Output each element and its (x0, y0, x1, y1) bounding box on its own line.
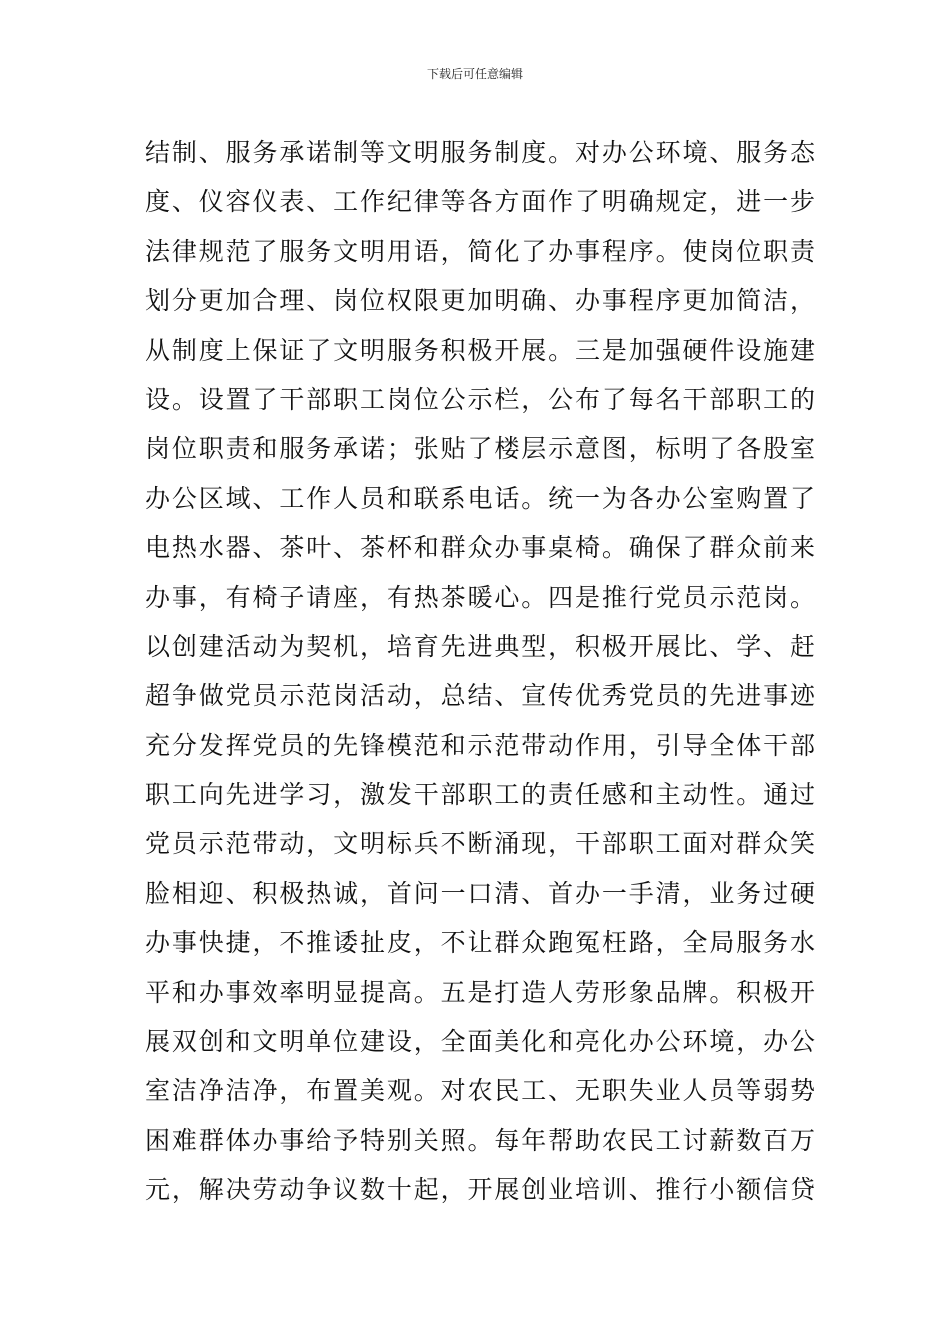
text-line: 平和办事效率明显提高。五是打造人劳形象品牌。积极开 (145, 977, 815, 1007)
text-line: 元，解决劳动争议数十起，开展创业培训、推行小额信贷 (145, 1175, 815, 1205)
text-line: 办公区域、工作人员和联系电话。统一为各办公室购置了 (145, 483, 815, 513)
text-line: 超争做党员示范岗活动，总结、宣传优秀党员的先进事迹 (145, 681, 815, 711)
text-line: 从制度上保证了文明服务积极开展。三是加强硬件设施建 (145, 335, 815, 365)
text-line: 设。设置了干部职工岗位公示栏，公布了每名干部职工的 (145, 384, 815, 414)
text-line: 度、仪容仪表、工作纪律等各方面作了明确规定，进一步 (145, 187, 815, 217)
text-line: 法律规范了服务文明用语，简化了办事程序。使岗位职责 (145, 236, 815, 266)
text-line: 电热水器、茶叶、茶杯和群众办事桌椅。确保了群众前来 (145, 533, 815, 563)
text-line: 以创建活动为契机，培育先进典型，积极开展比、学、赶 (145, 631, 815, 661)
text-line: 划分更加合理、岗位权限更加明确、办事程序更加简洁， (145, 286, 815, 316)
text-line: 办事，有椅子请座，有热茶暖心。四是推行党员示范岗。 (145, 582, 815, 612)
text-line: 结制、服务承诺制等文明服务制度。对办公环境、服务态 (145, 138, 815, 167)
text-line: 困难群体办事给予特别关照。每年帮助农民工讨薪数百万 (145, 1125, 815, 1155)
text-line: 党员示范带动，文明标兵不断涌现，干部职工面对群众笑 (145, 829, 815, 859)
text-line: 脸相迎、积极热诚，首问一口清、首办一手清，业务过硬 (145, 878, 815, 908)
document-body (145, 128, 815, 1215)
text-line: 办事快捷，不推诿扯皮，不让群众跑冤枉路，全局服务水 (145, 928, 815, 958)
text-line: 室洁净洁净，布置美观。对农民工、无职失业人员等弱势 (145, 1076, 815, 1106)
text-line: 充分发挥党员的先锋模范和示范带动作用，引导全体干部 (145, 730, 815, 760)
page-header: 下载后可任意编辑 (426, 67, 523, 81)
text-line: 职工向先进学习，激发干部职工的责任感和主动性。通过 (145, 780, 815, 810)
text-line: 展双创和文明单位建设，全面美化和亮化办公环境，办公 (145, 1027, 815, 1057)
text-line: 岗位职责和服务承诺；张贴了楼层示意图，标明了各股室 (145, 434, 815, 464)
